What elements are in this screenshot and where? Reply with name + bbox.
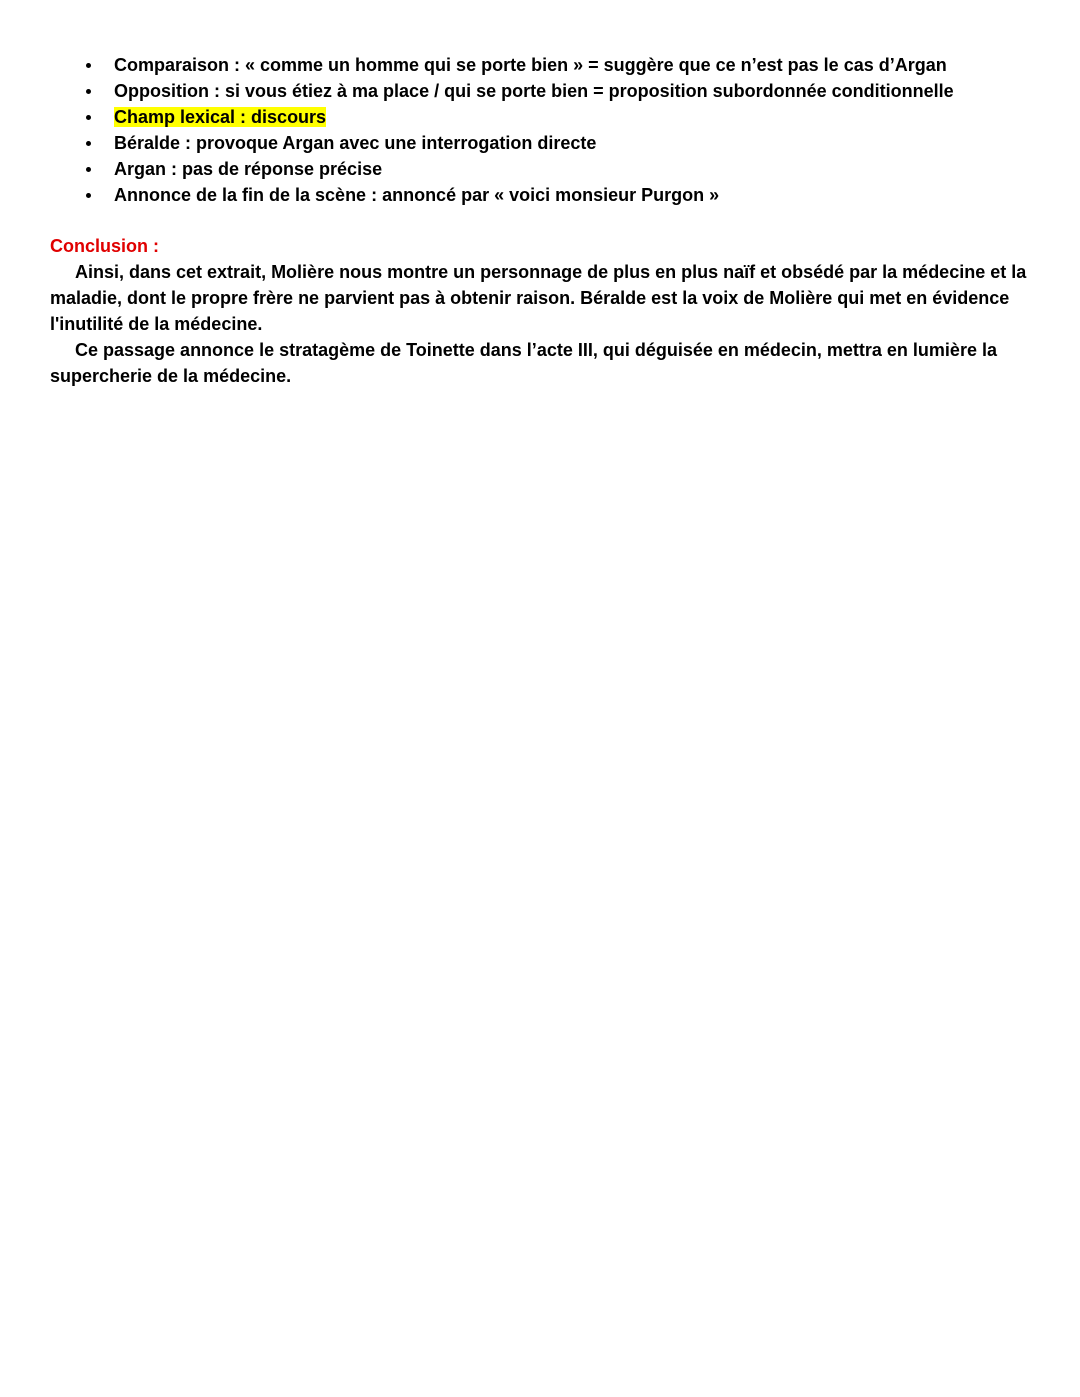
bullet-item-annonce xyxy=(80,182,1040,208)
analysis-bullet-list xyxy=(80,52,1040,208)
bullet-item-beralde xyxy=(80,130,1040,156)
bullet-icon xyxy=(86,115,91,120)
bullet-text: Béralde : provoque Argan avec une interrogation directe xyxy=(114,133,597,153)
highlighted-bullet-text: Champ lexical : discours xyxy=(114,107,327,127)
bullet-text: Argan : pas de réponse précise xyxy=(114,159,383,179)
bullet-text: Opposition : si vous étiez à ma place / qui se porte bien = proposition subordonnée conditionnelle xyxy=(114,81,954,101)
bullet-icon xyxy=(86,89,91,94)
bullet-icon xyxy=(86,141,91,146)
bullet-item-comparaison xyxy=(80,52,1040,78)
bullet-text: Annonce de la fin de la scène : annoncé par « voici monsieur Purgon » xyxy=(114,185,720,205)
conclusion-heading: Conclusion : xyxy=(50,236,159,256)
conclusion-paragraph-2: Ce passage annonce le stratagème de Toinette dans l’acte III, qui déguisée en médecin, mettra en lumière la supercherie de la médecine. xyxy=(50,340,997,386)
bullet-item-opposition xyxy=(80,78,1040,104)
bullet-icon xyxy=(86,167,91,172)
bullet-item-argan xyxy=(80,156,1040,182)
bullet-text: Comparaison : « comme un homme qui se porte bien » = suggère que ce n’est pas le cas d’Argan xyxy=(114,55,947,75)
bullet-icon xyxy=(86,63,91,68)
bullet-icon xyxy=(86,193,91,198)
conclusion-paragraph-1: Ainsi, dans cet extrait, Molière nous montre un personnage de plus en plus naïf et obsédé par la médecine et la maladie, dont le propre frère ne parvient pas à obtenir raison. Béralde est la voix de Molière qui met en évidence l'inutilité de la médecine. xyxy=(50,262,1027,334)
bullet-item-champ-lexical xyxy=(80,104,1040,130)
